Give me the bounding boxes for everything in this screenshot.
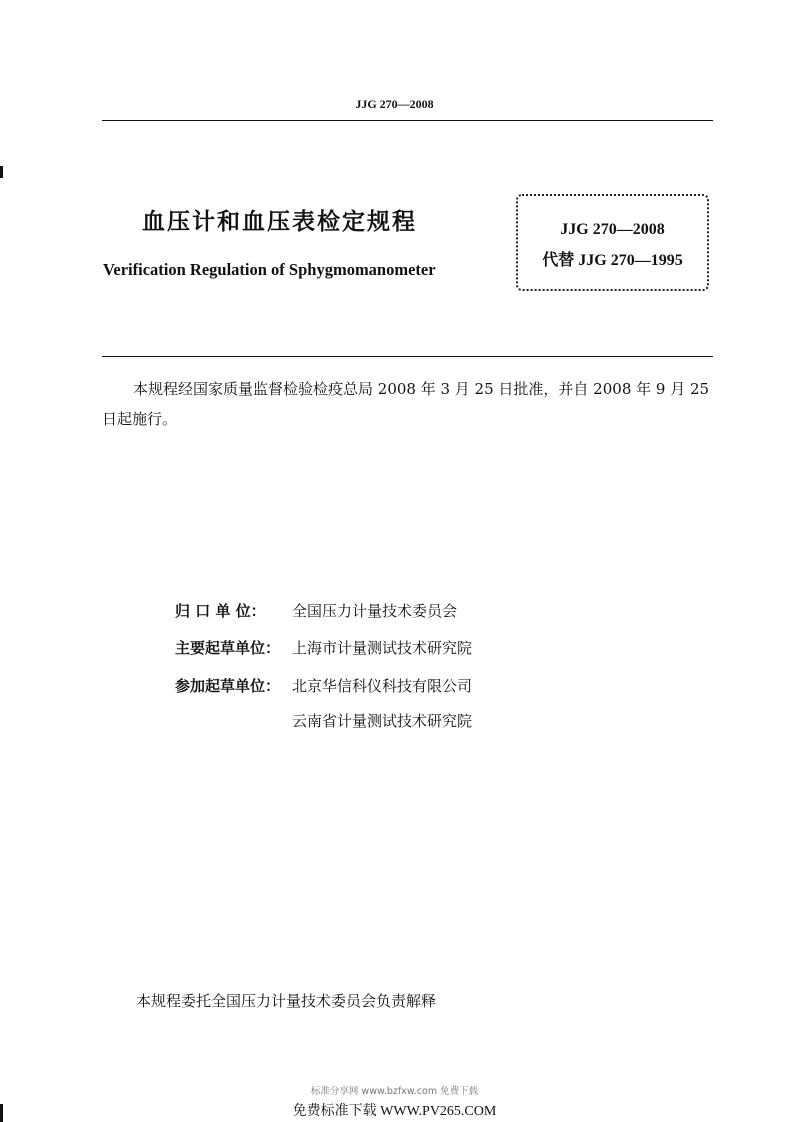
participating-drafter-row	[175, 675, 472, 696]
approval-statement: 本规程经国家质量监督检验检疫总局 2008 年 3 月 25 日批准，并自 2008 年 9 月 25 日起施行。	[102, 380, 710, 428]
main-drafter-label: 主要起草单位：	[175, 639, 281, 657]
watermark-line-2: 免费标准下载 WWW.PV265.COM	[292, 1104, 497, 1119]
participating-drafter-label: 参加起草单位：	[175, 677, 281, 695]
document-title-cn: 血压计和血压表检定规程	[142, 209, 417, 235]
document-title-en: Verification Regulation of Sphygmomanometer	[103, 260, 436, 279]
responsible-unit-label: 归 口 单 位：	[175, 602, 266, 620]
header-standard-code: JJG 270—2008	[355, 97, 434, 111]
responsible-unit-row	[175, 600, 457, 621]
participating-drafter-value-2: 云南省计量测试技术研究院	[292, 712, 473, 730]
header-rule	[102, 120, 713, 121]
watermark-line-1: 标准分享网 www.bzfxw.com 免费下载	[310, 1086, 479, 1097]
main-drafter-value: 上海市计量测试技术研究院	[292, 639, 473, 657]
standard-number: JJG 270—2008	[560, 221, 665, 238]
scan-edge-mark	[0, 166, 3, 178]
title-rule	[102, 356, 713, 357]
participating-drafter-value-1: 北京华信科仪科技有限公司	[292, 677, 473, 695]
responsible-unit-value: 全国压力计量技术委员会	[292, 602, 458, 620]
participating-drafter-row-2	[292, 710, 472, 731]
replaced-standard: 代替 JJG 270—1995	[542, 252, 683, 269]
standard-number-box	[516, 194, 709, 291]
interpretation-note: 本规程委托全国压力计量技术委员会负责解释	[136, 992, 437, 1010]
main-drafter-row	[175, 637, 472, 658]
